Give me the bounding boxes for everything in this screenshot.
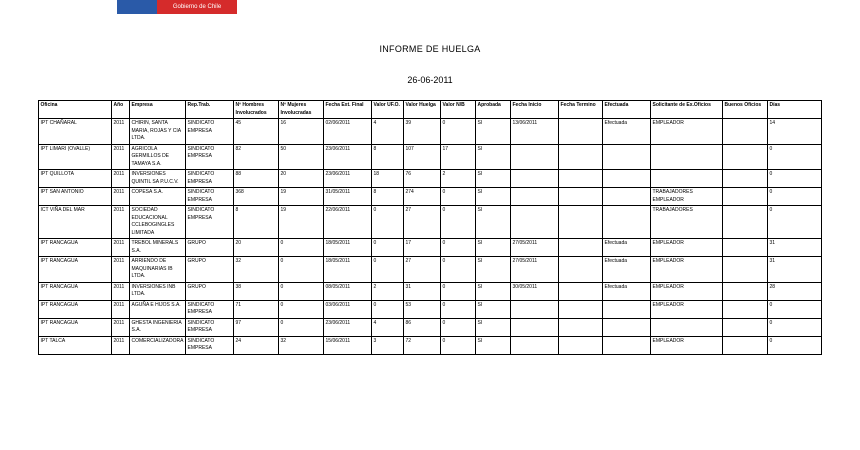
table-cell: CHIRIN, SANTA MARIA, ROJAS Y CIA LTDA.: [130, 119, 186, 145]
table-cell: 0: [441, 188, 476, 206]
table-row: [39, 144, 822, 170]
table-cell: 31: [768, 257, 822, 283]
table-cell: COMERCIALIZADORA: [130, 336, 186, 354]
table-cell: 23/06/2011: [324, 144, 372, 170]
table-cell: [723, 188, 768, 206]
table-cell: IPT LIMARI (OVALLE): [39, 144, 112, 170]
column-header: Valor UF.O.: [372, 101, 404, 119]
table-cell: 0: [279, 300, 324, 318]
column-header: Nº Hombres Involucrados: [234, 101, 279, 119]
table-row: [39, 206, 822, 239]
column-header: Rep.Trab.: [186, 101, 234, 119]
table-cell: [559, 282, 603, 300]
table-cell: 0: [279, 282, 324, 300]
table-cell: 45: [234, 119, 279, 145]
table-cell: IPT SAN ANTONIO: [39, 188, 112, 206]
table-cell: [603, 300, 651, 318]
table-cell: 0: [372, 257, 404, 283]
table-cell: SI: [476, 119, 511, 145]
table-cell: 03/06/2011: [324, 300, 372, 318]
table-cell: IPT TALCA: [39, 336, 112, 354]
table-cell: SINDICATO EMPRESA: [186, 300, 234, 318]
table-cell: 0: [768, 300, 822, 318]
table-cell: 2011: [112, 318, 130, 336]
table-cell: [559, 300, 603, 318]
column-header: Año: [112, 101, 130, 119]
table-cell: 0: [441, 336, 476, 354]
table-cell: SI: [476, 318, 511, 336]
table-cell: 2011: [112, 257, 130, 283]
table-cell: SINDICATO EMPRESA: [186, 206, 234, 239]
table-cell: TRABAJADORES: [651, 206, 723, 239]
table-cell: 22/06/2011: [324, 206, 372, 239]
table-cell: 23/06/2011: [324, 318, 372, 336]
table-cell: [511, 318, 559, 336]
table-cell: 28: [768, 282, 822, 300]
table-cell: 0: [372, 206, 404, 239]
table-cell: 0: [441, 318, 476, 336]
table-cell: 39: [404, 119, 441, 145]
table-cell: 2011: [112, 282, 130, 300]
table-cell: SINDICATO EMPRESA: [186, 188, 234, 206]
strike-report-table: [38, 100, 822, 355]
table-cell: [559, 239, 603, 257]
table-cell: [651, 170, 723, 188]
table-cell: GHESTA INGENIERIA S.A.: [130, 318, 186, 336]
table-cell: 88: [234, 170, 279, 188]
table-cell: [603, 170, 651, 188]
table-cell: [559, 170, 603, 188]
table-row: [39, 318, 822, 336]
table-cell: 0: [441, 206, 476, 239]
table-cell: 0: [441, 282, 476, 300]
table-cell: 2011: [112, 119, 130, 145]
table-cell: [511, 170, 559, 188]
table-row: [39, 239, 822, 257]
column-header: Fecha Inicio: [511, 101, 559, 119]
table-cell: Efectuada: [603, 119, 651, 145]
column-header: Empresa: [130, 101, 186, 119]
table-cell: 71: [234, 300, 279, 318]
table-cell: 50: [279, 144, 324, 170]
table-cell: SINDICATO EMPRESA: [186, 318, 234, 336]
table-cell: [559, 119, 603, 145]
table-cell: SI: [476, 144, 511, 170]
table-cell: EMPLEADOR: [651, 282, 723, 300]
table-cell: 20: [279, 170, 324, 188]
column-header: Días: [768, 101, 822, 119]
table-cell: 86: [404, 318, 441, 336]
table-cell: [603, 336, 651, 354]
table-cell: 27/05/2011: [511, 239, 559, 257]
table-row: [39, 300, 822, 318]
table-cell: 32: [234, 257, 279, 283]
table-cell: [559, 336, 603, 354]
table-cell: EMPLEADOR: [651, 119, 723, 145]
table-cell: 274: [404, 188, 441, 206]
table-cell: SI: [476, 188, 511, 206]
table-cell: 2011: [112, 206, 130, 239]
table-cell: [511, 188, 559, 206]
table-cell: 76: [404, 170, 441, 188]
table-cell: 23/06/2011: [324, 170, 372, 188]
report-date: 26-06-2011: [407, 75, 453, 85]
column-header: Nº Mujeres Involucradas: [279, 101, 324, 119]
table-cell: INVERSIONES INB LTDA.: [130, 282, 186, 300]
table-cell: AGRICOLA GERMILLOS DE TAMAYA S.A.: [130, 144, 186, 170]
table-cell: [603, 144, 651, 170]
table-cell: 0: [441, 239, 476, 257]
table-cell: IPT CHAÑARAL: [39, 119, 112, 145]
table-cell: Efectuada: [603, 257, 651, 283]
table-cell: IPT RANCAGUA: [39, 318, 112, 336]
table-cell: 0: [768, 336, 822, 354]
table-cell: [723, 282, 768, 300]
table-cell: ICT VIÑA DEL MAR: [39, 206, 112, 239]
report-title: INFORME DE HUELGA: [379, 44, 481, 54]
table-cell: SOCIEDAD EDUCACIONAL CCLEBOGINGLES LIMITADA: [130, 206, 186, 239]
logo-label: Gobierno de Chile: [157, 0, 237, 14]
column-header: Fecha Termino: [559, 101, 603, 119]
table-header-row: [39, 101, 822, 119]
table-cell: Efectuada: [603, 239, 651, 257]
table-cell: [603, 206, 651, 239]
table-cell: 02/06/2011: [324, 119, 372, 145]
table-cell: SINDICATO EMPRESA: [186, 144, 234, 170]
table-cell: 27/05/2011: [511, 257, 559, 283]
table-row: [39, 119, 822, 145]
table-cell: 14: [768, 119, 822, 145]
table-cell: [559, 206, 603, 239]
table-cell: 4: [372, 318, 404, 336]
table-cell: 2011: [112, 336, 130, 354]
table-cell: 2011: [112, 239, 130, 257]
table-cell: 15/06/2011: [324, 336, 372, 354]
table-cell: SINDICATO EMPRESA: [186, 119, 234, 145]
table-cell: 08/05/2011: [324, 282, 372, 300]
table-row: [39, 282, 822, 300]
table-cell: 2011: [112, 188, 130, 206]
table-cell: 0: [441, 119, 476, 145]
table-cell: IPT RANCAGUA: [39, 257, 112, 283]
column-header: Buenos Oficios: [723, 101, 768, 119]
table-row: [39, 257, 822, 283]
table-cell: 19: [279, 206, 324, 239]
table-cell: 24: [234, 336, 279, 354]
table-cell: [559, 144, 603, 170]
table-cell: 0: [441, 257, 476, 283]
table-cell: SINDICATO EMPRESA: [186, 170, 234, 188]
table-cell: 0: [768, 206, 822, 239]
table-cell: 18: [372, 170, 404, 188]
table-cell: [723, 318, 768, 336]
table-cell: [651, 318, 723, 336]
table-cell: SI: [476, 170, 511, 188]
table-cell: 107: [404, 144, 441, 170]
table-cell: 8: [234, 206, 279, 239]
table-cell: 18/05/2011: [324, 239, 372, 257]
table-cell: 16: [279, 119, 324, 145]
table-cell: 368: [234, 188, 279, 206]
table-cell: [723, 257, 768, 283]
table-cell: SI: [476, 282, 511, 300]
table-cell: 0: [768, 188, 822, 206]
column-header: Aprobada: [476, 101, 511, 119]
table-cell: 27: [404, 206, 441, 239]
table-cell: [723, 239, 768, 257]
table-cell: 31: [404, 282, 441, 300]
table-cell: 8: [372, 188, 404, 206]
table-cell: 2011: [112, 170, 130, 188]
table-cell: SI: [476, 336, 511, 354]
table-cell: IPT QUILLOTA: [39, 170, 112, 188]
table-cell: IPT RANCAGUA: [39, 300, 112, 318]
column-header: Fecha Ext. Final: [324, 101, 372, 119]
table-cell: 32: [279, 336, 324, 354]
table-cell: [511, 206, 559, 239]
column-header: Valor N/B: [441, 101, 476, 119]
logo-blue-block: [117, 0, 157, 14]
table-body: [39, 119, 822, 355]
table-cell: 72: [404, 336, 441, 354]
table-cell: 0: [372, 239, 404, 257]
table-cell: [723, 119, 768, 145]
table-cell: COPESA S.A.: [130, 188, 186, 206]
table-cell: 0: [441, 300, 476, 318]
table-cell: INVERSIONES QUINTIL SA P.U.C.V.: [130, 170, 186, 188]
table-cell: 0: [279, 239, 324, 257]
table-row: [39, 188, 822, 206]
table-cell: 17: [404, 239, 441, 257]
table-cell: GRUPO: [186, 257, 234, 283]
table-cell: [651, 144, 723, 170]
table-cell: 8: [372, 144, 404, 170]
table-cell: [559, 318, 603, 336]
table-cell: EMPLEADOR: [651, 257, 723, 283]
table-cell: IPT RANCAGUA: [39, 239, 112, 257]
table-cell: 4: [372, 119, 404, 145]
table-row: [39, 336, 822, 354]
table-cell: EMPLEADOR: [651, 239, 723, 257]
table-cell: TRABAJADORES EMPLEADOR: [651, 188, 723, 206]
table-cell: 2011: [112, 300, 130, 318]
table-cell: Efectuada: [603, 282, 651, 300]
table-cell: [723, 300, 768, 318]
table-cell: SINDICATO EMPRESA: [186, 336, 234, 354]
table-cell: 13/06/2011: [511, 119, 559, 145]
table-cell: SI: [476, 257, 511, 283]
table-cell: AGUÑA E HIJOS S.A.: [130, 300, 186, 318]
government-logo: [117, 0, 237, 14]
table-cell: [511, 336, 559, 354]
table-cell: [723, 336, 768, 354]
table-cell: EMPLEADOR: [651, 300, 723, 318]
table-cell: SI: [476, 206, 511, 239]
table-cell: [723, 170, 768, 188]
table-cell: 2011: [112, 144, 130, 170]
table-cell: [723, 144, 768, 170]
table-cell: 0: [279, 257, 324, 283]
table-cell: 2: [441, 170, 476, 188]
table-cell: [603, 318, 651, 336]
table-cell: GRUPO: [186, 239, 234, 257]
table-cell: [603, 188, 651, 206]
table-cell: [511, 300, 559, 318]
table-cell: [559, 257, 603, 283]
table-cell: 19: [279, 188, 324, 206]
table-cell: EMPLEADOR: [651, 336, 723, 354]
table-cell: 53: [404, 300, 441, 318]
table-cell: 18/05/2011: [324, 257, 372, 283]
table-cell: 31/05/2011: [324, 188, 372, 206]
table-cell: SI: [476, 300, 511, 318]
column-header: Valor Huelga: [404, 101, 441, 119]
column-header: Efectuada: [603, 101, 651, 119]
table-cell: [559, 188, 603, 206]
table-cell: 0: [768, 170, 822, 188]
table-cell: [723, 206, 768, 239]
table-row: [39, 170, 822, 188]
table-cell: 82: [234, 144, 279, 170]
column-header: Oficina: [39, 101, 112, 119]
table-cell: 27: [404, 257, 441, 283]
table-cell: SI: [476, 239, 511, 257]
table-cell: 38: [234, 282, 279, 300]
table-cell: 0: [372, 300, 404, 318]
table-cell: 97: [234, 318, 279, 336]
table-cell: 3: [372, 336, 404, 354]
table-cell: 0: [768, 318, 822, 336]
table-cell: 0: [768, 144, 822, 170]
table-cell: 0: [279, 318, 324, 336]
table-cell: 31: [768, 239, 822, 257]
table-cell: ARRIENDO DE MAQUINARIAS IB LTDA.: [130, 257, 186, 283]
table-cell: IPT RANCAGUA: [39, 282, 112, 300]
table-cell: 17: [441, 144, 476, 170]
table-cell: [511, 144, 559, 170]
table-cell: 20: [234, 239, 279, 257]
column-header: Solicitante de Ex.Oficios: [651, 101, 723, 119]
table-cell: 2: [372, 282, 404, 300]
table-cell: GRUPO: [186, 282, 234, 300]
table-cell: 30/05/2011: [511, 282, 559, 300]
table-cell: TREBOL MINERALS S.A.: [130, 239, 186, 257]
